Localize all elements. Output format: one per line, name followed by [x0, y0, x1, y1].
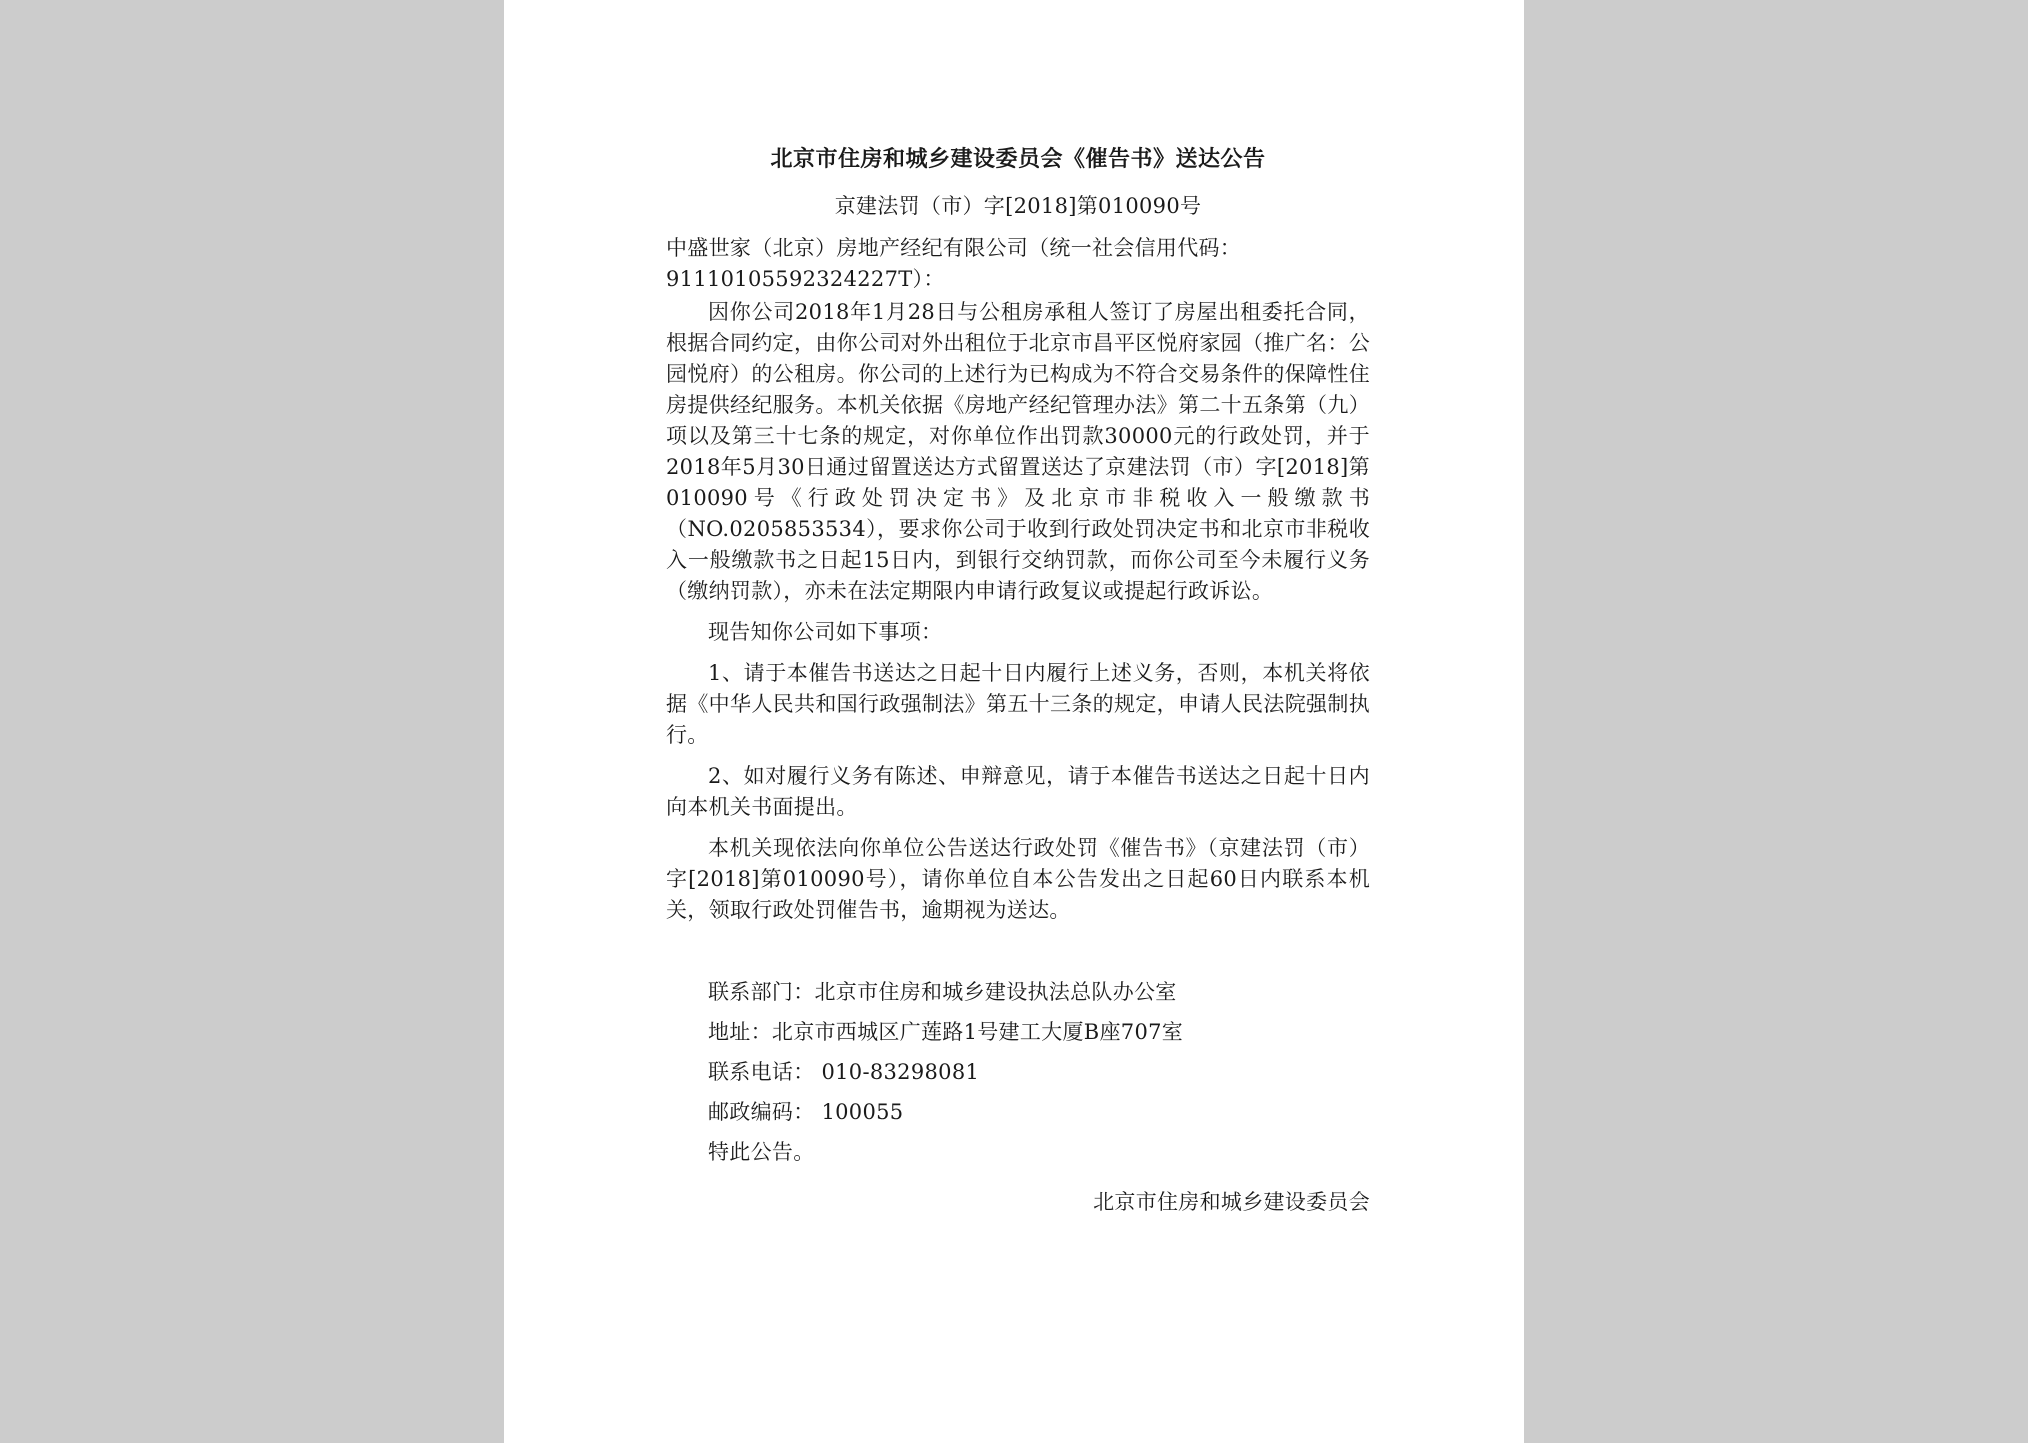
- closing-remark: 特此公告。: [708, 1140, 815, 1164]
- body-paragraph-notice: 现告知你公司如下事项：: [708, 620, 943, 644]
- issuer-signature: 北京市住房和城乡建设委员会: [1093, 1190, 1370, 1214]
- body-paragraph-facts: 因你公司2018年1月28日与公租房承租人签订了房屋出租委托合同，根据合同约定，由你公司对外出租位于北京市昌平区悦府家园（推广名：公园悦府）的公租房。你公司的上述行为已构成为不符合交易条件的保障性住房提供经纪服务。本机关依据《房地产经纪管理办法》第二十五条第（九）项以及第三十七条的规定，对你单位作出罚款30000元的行政处罚，并于2018年5月30日通过留置送达方式留置送达了京建法罚（市）字[2018]第010090号《行政处罚决定书》及北京市非税收入一般缴款书（NO.0205853534），要求你公司于收到行政处罚决定书和北京市非税收入一般缴款书之日起15日内，到银行交纳罚款，而你公司至今未履行义务（缴纳罚款），亦未在法定期限内申请行政复议或提起行政诉讼。: [666, 300, 1370, 603]
- contact-address: 地址：北京市西城区广莲路1号建工大厦B座707室: [708, 1020, 1184, 1044]
- body-paragraph-item-1: 1、请于本催告书送达之日起十日内履行上述义务，否则，本机关将依据《中华人民共和国行政强制法》第五十三条的规定，申请人民法院强制执行。: [666, 661, 1370, 747]
- document-content: [666, 142, 1370, 1222]
- contact-phone: 联系电话： 010-83298081: [708, 1060, 980, 1084]
- document-number: 京建法罚（市）字[2018]第010090号: [834, 194, 1202, 218]
- body-paragraph-item-2: 2、如对履行义务有陈述、申辩意见，请于本催告书送达之日起十日内向本机关书面提出。: [666, 764, 1370, 819]
- contact-postcode: 邮政编码： 100055: [708, 1100, 904, 1124]
- document-page: [504, 0, 1524, 1443]
- contact-block: [666, 972, 1370, 1172]
- addressee: 中盛世家（北京）房地产经纪有限公司（统一社会信用代码：91110105592324227T）：: [666, 236, 1242, 291]
- document-title: 北京市住房和城乡建设委员会《催告书》送达公告: [770, 146, 1266, 172]
- contact-department: 联系部门：北京市住房和城乡建设执法总队办公室: [708, 980, 1177, 1004]
- body-paragraph-service: 本机关现依法向你单位公告送达行政处罚《催告书》（京建法罚（市）字[2018]第010090号），请你单位自本公告发出之日起60日内联系本机关，领取行政处罚催告书，逾期视为送达。: [666, 836, 1370, 922]
